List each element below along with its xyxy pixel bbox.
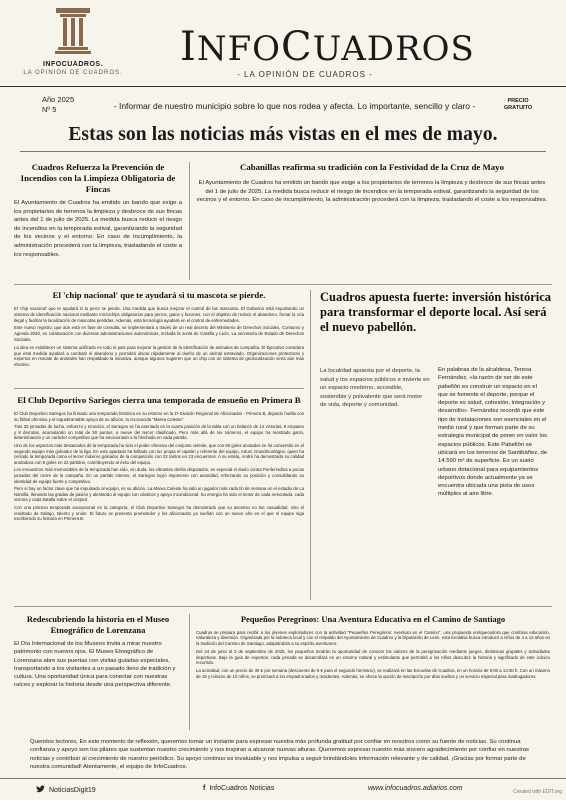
article-paragraph: La actividad, con un precio de 35 € por semana (descuento de 5 € para el segundo hermano), se realizará en las Escuelas de Cuadros, en un horario de 9:00 a 14:30 h. Con un máximo de 15 y mínimo de 10 niños, se priorizará a los empadronados y residentes. Además, se ofrece la opción de inscripción por días sueltos y un servicio especial para madrugadores. xyxy=(196,668,550,680)
article-paragraph: En palabras de la alcaldesa, Teresa Fernández, «la razón de ser de este pabellón es construir un espacio en el que se fomente el deporte, porque el deporte es salud, cohesión, integración y desarrollo». Fernández recordó que este tipo de instalaciones son esenciales en el medio rural y que forman parte de su estrategia municipal de poner en valor los espacios públicos. Este Pabellón se ubicará en los terrenos de Santibáñez, de 14.590 m² de superficie. Es un suelo urbano dotacional para equipamientos deportivos donde actualmente ya se encuentra ubicada una pista de usos múltiples al aire libre. xyxy=(438,367,548,498)
headline-divider xyxy=(20,151,546,152)
twitter-handle: NoticiasDigit19 xyxy=(49,787,96,794)
article-title: Pequeños Peregrinos: Una Aventura Educativa en el Camino de Santiago xyxy=(240,614,506,624)
article-paragraph: Uno de los aspectos más destacados de la temporada ha sido el poder ofensivo del conjunto celeste, que con 60 goles anotados se ha convertido en el segundo equipo más goleador de la liga. En este apartado ha brillado con luz propia el capitán y referente del equipo, Arturo Grandmontagne, quien ha cerrado la temporada como el tercer máximo goleador de la competición con 22 tantos en 23 encuentros. A su estela, André ha demostrado su calidad anotadora con 8 goles en 22 partidos, contribuyendo al éxito del equipo. xyxy=(14,442,304,465)
article-paragraph: Del 24 de junio al 3 de septiembre de 2025, los pequeños tendrán la oportunidad de conocer los valores de la peregrinación mediante juegos, dinámicas grupales y actividades deportivas. Bajo la guía de expertos, cada jornada se desarrollará en un entorno natural y estimulante que permitirá a los niños descubrir la historia y significado de este icónico recorrido. xyxy=(196,648,550,666)
article-deck: La localidad apuesta por el deporte, la salud y los espacios públicos e invierte en un espacio moderno, accesible, sostenible y polivalente que será motor de vida, deporte y comunidad. xyxy=(320,368,430,409)
logo-tagline: LA OPINIÓN DE CUADROS. xyxy=(23,70,123,76)
footer-facebook[interactable] xyxy=(203,785,274,792)
logo xyxy=(18,6,128,88)
price-badge: PRECIO GRATUITO xyxy=(503,98,533,111)
masthead-divider xyxy=(0,86,566,87)
section-divider xyxy=(14,388,304,389)
section-divider xyxy=(14,284,552,285)
article-paragraph: La idea es establecer un sistema unificado en todo el país para mejorar la gestión de la identificación de animales de compañía. El Ejecutivo considera que esta medida ayudará a combatir el abandono y permitirá ubicar rápidamente al dueño de un animal extraviado. Organizaciones protectoras y expertos en rescate de animales han respaldado la iniciativa, aunque algunos sugieren que un chip con un sistema de geolocalización sería aún más efectivo. xyxy=(14,344,304,368)
tagline: - Informar de nuestro municipio sobre lo que nos rodea y afecta. Lo importante, sencillo y claro - xyxy=(113,101,476,111)
article-paragraph: El Ayuntamiento de Cuadros ha emitido un bando que exige a los propietarios de terrenos la limpieza y desbroce de sus fincas antes del 1 de julio de 2025. La medida busca reducir el riesgo de incendios en la temporada estival, garantizando la seguridad de los vecinos y el entorno. En caso de incumplimiento, la administración procederá con la limpieza, trasladando el coste a los responsables. xyxy=(14,200,182,258)
issue-info xyxy=(42,95,74,115)
article-paragraph: Este nuevo registro, que aún está en fase de consulta, se implementará a través de un real decreto del Ministerio de Derechos Sociales, Consumo y Agenda 2030, en colaboración con diversas administraciones autonómicas, incluida la Junta de Castilla y León. La secretaría de Estado de Derechos Sociales. xyxy=(14,325,304,342)
main-headline: Estas son las noticias más vistas en el mes de mayo. xyxy=(68,124,498,145)
section-divider xyxy=(14,606,552,607)
article-paragraph: El Club Deportivo Sariegos ha firmado una temporada histórica en su estreno en la 1ª División Regional de Aficionados - Primera B, dejando huella con su fútbol ofensivo y el inquebrantable apoyo de su afición, la reconocida "Marea Celeste". xyxy=(14,411,304,422)
column-divider xyxy=(189,614,190,730)
article-paragraph: El Ayuntamiento de Cuadros ha emitido un bando que exige a los propietarios de terrenos la limpieza y desbroce de sus fincas antes del 1 de julio de 2025. La medida busca reducir el riesgo de incendios en la temporada estival, garantizando la seguridad de los vecinos y el entorno. En caso de incumplimiento, la administración procederá con la limpieza, trasladando el coste a los responsables. xyxy=(196,180,548,204)
article-paragraph: Con una primera temporada excepcional en la categoría, el Club Deportivo Sariegos ha demostrado que su ascenso no fue casualidad, sino el resultado de trabajo, talento y unión. El futuro se presenta prometedor y los aficionados ya sueñan con un nuevo año en el que el equipo siga escribiendo su historia en Primera B. xyxy=(14,504,304,522)
column-divider xyxy=(189,162,190,280)
article-body xyxy=(438,366,548,501)
twitter-bird-icon xyxy=(36,785,45,793)
masthead-title: INFOCUADROS xyxy=(180,24,475,70)
article-ethnographic-museum xyxy=(14,614,182,692)
article-title: Cabanillas reafirma su tradición con la Festividad de la Cruz de Mayo xyxy=(240,162,504,172)
article-title: El Club Deportivo Sariegos cierra una temporada de ensueño en Primera B xyxy=(17,395,301,405)
article-paragraph: Pero si hay un factor clave que ha impulsado al equipo, es su afición. La Marea Celeste ha sido un jugador más cada fin de semana en el estadio de La Namilla, llenando las gradas de pasión y alentando al equipo con cánticos y apoyo incondicional. Su energía ha sido el motor de cada remontada, cada victoria y cada batalla sobre el césped. xyxy=(14,486,304,503)
closing-note: Queridos lectores, En este momento de reflexión, queremos tomar un instante para expresar nuestra más profunda gratitud por confiar en nosotros como su fuente de noticias. Su continua confianza y apoyo son los pilares que sustentan nuestro crecimiento y nos inspiran a alcanzar nuevas alturas. Queremos expresar nuestro más sincero agradecimiento por confiar en nuestras noticias y contribuir al crecimiento de nuestro periódico. Su apoyo continuo es invaluable y nos impulsa a seguir brindándoles información relevante y de calidad. ¡Gracias por formar parte de nuestra comunidad! Atentamente, el equipo de InfoCuadros. xyxy=(30,739,530,770)
footer-twitter[interactable] xyxy=(36,785,96,794)
footer-website[interactable]: www.infocuadros.adiarios.com xyxy=(368,785,463,792)
article-paragraph: Los encuentros más memorables de la temporada han sido, sin duda, los vibrantes derbis disputados, en especial el duelo contra Ponferradina a pocas jornadas del cierre de la campaña. En un partido intenso, el Sariegos logró imponerse con autoridad, reforzando su posición y consolidando su identidad de equipo fuerte y competitivo. xyxy=(14,467,304,484)
article-paragraph: El 'chip nacional' que te ayudará si tu perro se pierde. Una medida que busca mejorar el control de las mascotas. El Gobierno está impulsando un sistema de identificación nacional mediante microchips obligatorios para perros, gatos y hurones, con el objetivo de reducir el abandono, frenar la cría ilegal y facilitar la localización de mascotas perdidas. Además, esta tecnología ayudará en el control de enfermedades. xyxy=(14,306,304,323)
credit-text: Created with EDIT.org xyxy=(513,789,562,795)
article-paragraph: Tras 30 jornadas de lucha, esfuerzo y emoción, el Sariegos se ha asentado en la cuarta posición de la tabla con un balance de 14 victorias, 8 empates y 8 derrotas, acumulando un total de 50 puntos, a nueve del tercer clasificado. Pero más allá de los números, el equipo ha mostrado garra, determinación y un carácter competitivo que ha emocionado a la hinchada en cada partido. xyxy=(14,424,304,441)
issue-year: Año 2025 xyxy=(42,95,75,104)
footer-divider xyxy=(0,778,566,779)
masthead-subtitle: - LA OPINIÓN DE CUADROS - xyxy=(237,70,373,79)
facebook-page: InfoCuadros Noticias xyxy=(209,785,275,792)
article-pet-chip xyxy=(14,290,304,370)
article-fire-prevention xyxy=(14,162,182,261)
column-logo-icon xyxy=(50,6,96,54)
issue-number: Nº 5 xyxy=(42,105,57,114)
article-new-pavilion xyxy=(316,290,554,498)
article-paragraph: Cuadros se prepara para recibir a los jóvenes exploradores con la actividad "Pequeños Peregrinos: Aventura en el Camino", una propuesta enriquecedora que combina educación, naturaleza y diversión. Organizada por la ludoteca local y con el respaldo del Ayuntamiento de Cuadros y la Diputación de León, esta iniciativa busca introducir a niños de 4 a 12 años en la tradición del Camino de Santiago, adaptándola a su espíritu aventurero. xyxy=(196,629,550,647)
article-cd-sariegos xyxy=(14,395,304,524)
article-cruz-de-mayo xyxy=(196,162,548,207)
footer xyxy=(0,778,566,800)
article-title: El 'chip nacional' que te ayudará si tu mascota se pierde. xyxy=(52,290,266,300)
logo-name: INFOCUADROS. xyxy=(42,61,104,68)
article-title: Cuadros Refuerza la Prevención de Incendios con la Limpieza Obligatoria de Fincas xyxy=(20,162,176,194)
article-little-pilgrims xyxy=(196,614,550,682)
column-divider xyxy=(310,290,311,600)
facebook-icon: f xyxy=(203,785,206,792)
article-paragraph: El Día Internacional de los Museos invita a mirar nuestro patrimonio con nuevos ojos. El Museo Etnográfico de Lorenzana abre sus puertas con visitas guiadas especiales, transportando a los visitantes a un pasado lleno de tradición y cultura. Una oportunidad única para conectar con nuestras raíces y explorar la historia desde una perspectiva diferente. xyxy=(14,641,176,689)
article-title: Redescubriendo la historia en el Museo Etnográfico de Lorenzana xyxy=(26,614,170,635)
article-title: Cuadros apuesta fuerte: inversión histórica para transformar el deporte local. Así será el nuevo pabellón. xyxy=(320,290,552,334)
